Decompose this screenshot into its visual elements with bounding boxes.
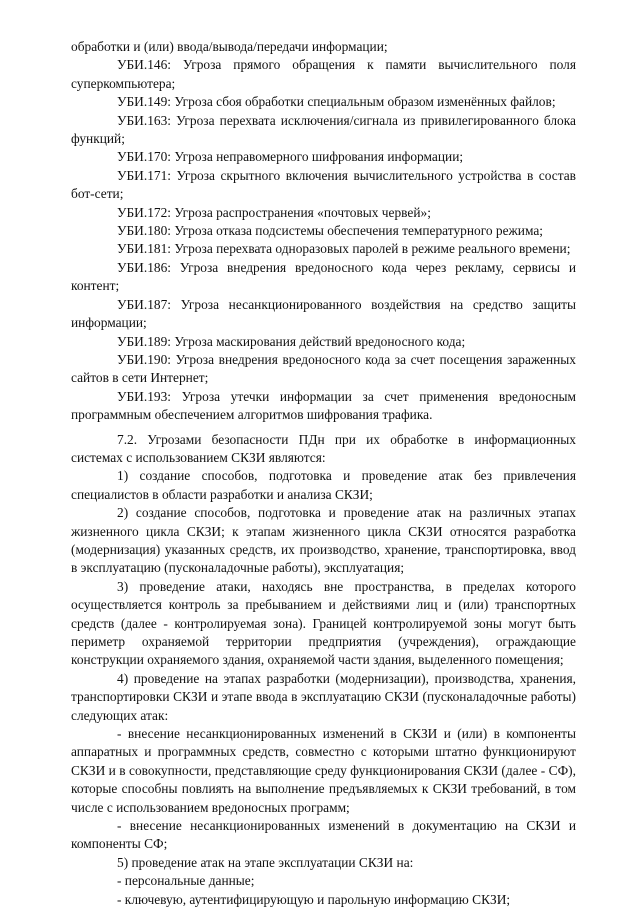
threat-item-163: УБИ.163: Угроза перехвата исключения/сигнала из привилегированного блока функций; [71,112,576,147]
list-item-4: 4) проведение на этапах разработки (модернизации), производства, хранения, транспортировки СКЗИ и этапе ввода в эксплуатацию СКЗИ (пусконаладочные работы) следующих атак: [71,670,576,723]
threat-item-187: УБИ.187: Угроза несанкционированного воздействия на средство защиты информации; [71,296,576,331]
list-item-5: 5) проведение атак на этапе эксплуатации СКЗИ на: [117,854,414,870]
sub-item-unauthorized-changes-docs: - внесение несанкционированных изменений в документацию на СКЗИ и компоненты СФ; [71,818,576,852]
list-item-1: 1) создание способов, подготовка и проведение атак без привлечения специалистов в области разработки и анализа СКЗИ; [71,468,576,502]
sub-item-personal-data: - персональные данные; [117,873,255,889]
section-7-2-heading: 7.2. Угрозами безопасности ПДн при их обработке в информационных системах с использованием СКЗИ являются: [71,431,576,465]
list-item-3: 3) проведение атаки, находясь вне пространства, в пределах которого осуществляется контроль за пребыванием и действиями лиц и (или) транспортных средств (далее - контролируемая зона). Границей контролируемой зоны могут быть периметр охраняемой территории предприятия (учреждения), ограждающие конструкции охраняемого здания, охраняемой части здания, выделенного помещения; [71,578,576,668]
threat-item-186: УБИ.186: Угроза внедрения вредоносного кода через рекламу, сервисы и контент; [71,259,576,294]
threat-item-146: УБИ.146: Угроза прямого обращения к памяти вычислительного поля суперкомпьютера; [71,57,576,91]
threat-item-181: УБИ.181: Угроза перехвата одноразовых паролей в режиме реального времени; [117,241,571,257]
threat-item-180: УБИ.180: Угроза отказа подсистемы обеспечения температурного режима; [117,223,544,239]
threat-item-189: УБИ.189: Угроза маскирования действий вредоносного кода; [117,333,466,349]
threat-item-171: УБИ.171: Угроза скрытного включения вычислительного устройства в состав бот-сети; [71,167,576,202]
threat-item-193: УБИ.193: Угроза утечки информации за счет применения вредоносным программным обеспечением алгоритмов шифрования трафика. [71,388,576,423]
threat-item-190: УБИ.190: Угроза внедрения вредоносного кода за счет посещения зараженных сайтов в сети Интернет; [71,351,576,386]
list-item-2: 2) создание способов, подготовка и проведение атак на различных этапах жизненного цикла СКЗИ; к этапам жизненного цикла СКЗИ относятся разработка (модернизация) указанных средств, их производство, хранение, транспортировка, ввод в эксплуатацию (пусконаладочные работы), эксплуатация; [71,505,576,576]
sub-item-key-information: - ключевую, аутентифицирующую и парольную информацию СКЗИ; [117,891,511,907]
paragraph-continuation: обработки и (или) ввода/вывода/передачи информации; [71,39,388,54]
threat-item-172: УБИ.172: Угроза распространения «почтовых червей»; [117,204,431,220]
sub-item-unauthorized-changes-skzi: - внесение несанкционированных изменений в СКЗИ и (или) в компоненты аппаратных и программных средств, совместно с которыми штатно функционируют СКЗИ и в совокупности, представляющие среду функционирования СКЗИ (далее - СФ), которые способны повлиять на выполнение предъявляемых к СКЗИ требований, в том числе с использованием вредоносных программ; [71,726,576,815]
document-page [71,38,576,909]
threat-item-149: УБИ.149: Угроза сбоя обработки специальным образом изменённых файлов; [117,94,556,110]
threat-item-170: УБИ.170: Угроза неправомерного шифрования информации; [117,149,464,165]
